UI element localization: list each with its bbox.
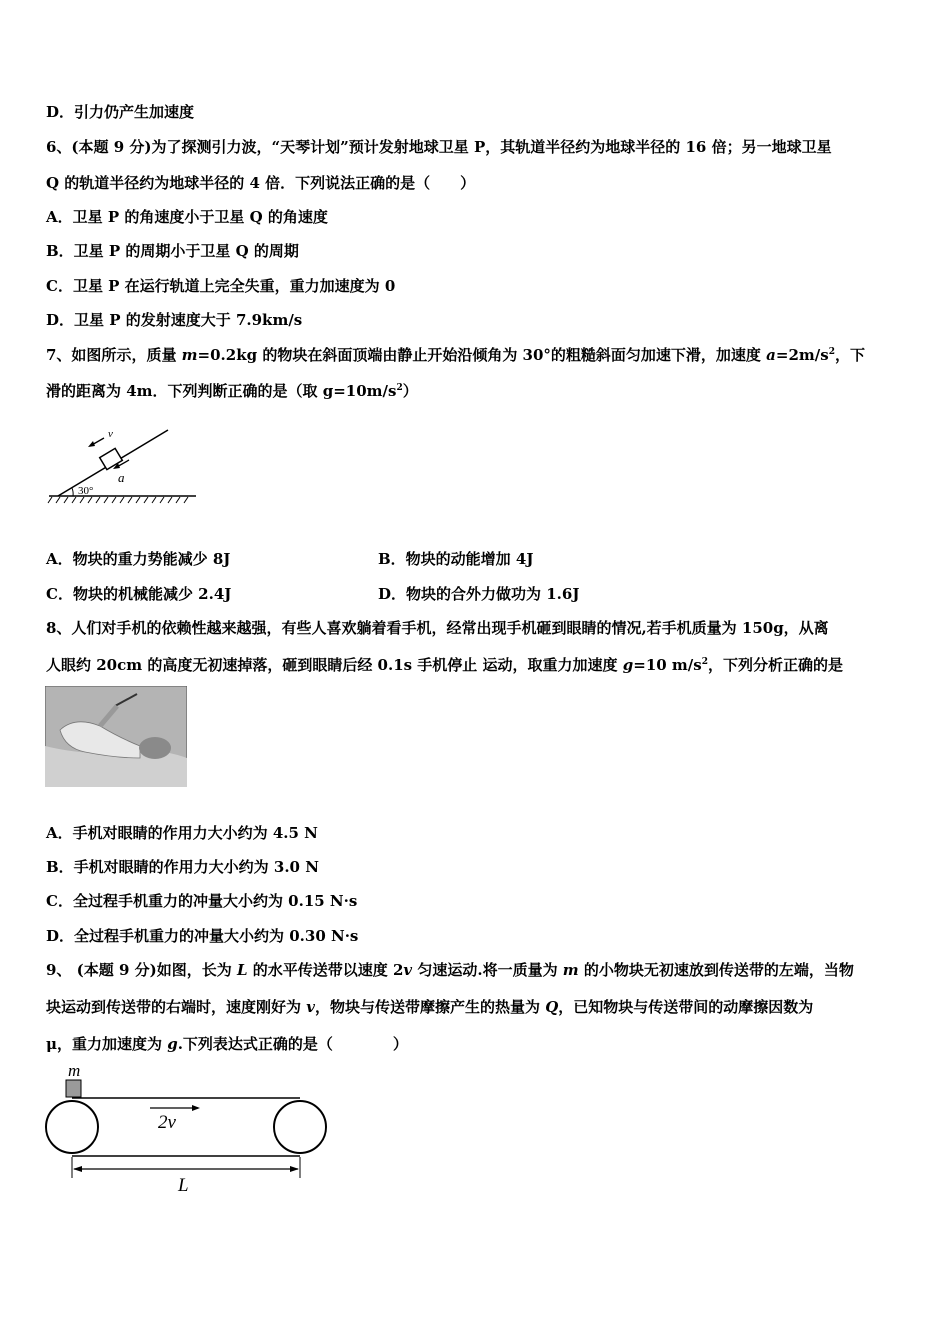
q8-option-b: B．手机对眼睛的作用力大小约为 3.0 N bbox=[46, 858, 319, 876]
q8-stem-line1: 8、人们对手机的依赖性越来越强，有些人喜欢躺着看手机，经常出现手机砸到眼睛的情况,若手机质量为 150g，从离 bbox=[46, 619, 829, 637]
right-pulley bbox=[274, 1101, 326, 1153]
length-arrow-right bbox=[290, 1166, 299, 1172]
angle-label: 30° bbox=[78, 485, 94, 497]
q8-option-d: D．全过程手机重力的冲量大小约为 0.30 N·s bbox=[46, 927, 359, 945]
q6-stem-line2: Q 的轨道半径约为地球半径的 4 倍．下列说法正确的是（ ） bbox=[46, 174, 476, 192]
mass-label: m bbox=[68, 1061, 81, 1080]
acceleration-label: a bbox=[118, 470, 125, 485]
q9-stem-line1: 9、 (本题 9 分)如图，长为 L 的水平传送带以速度 2v 匀速运动.将一质量为 m 的小物块无初速放到传送带的左端，当物 bbox=[46, 961, 854, 979]
q8-stem-line2: 人眼约 20cm 的高度无初速掉落，砸到眼睛后经 0.1s 手机停止 运动，取重力加速度 g=10 $m/s^2$，下列分析正确的是 bbox=[46, 656, 844, 674]
q6-option-c: C．卫星 P 在运行轨道上完全失重，重力加速度为 0 bbox=[46, 277, 396, 295]
head-shape bbox=[139, 737, 171, 759]
q7-option-d: D．物块的合外力做功为 1.6J bbox=[378, 585, 580, 603]
q9-stem-line3: μ，重力加速度为 g.下列表达式正确的是（ ） bbox=[46, 1035, 408, 1053]
q7-option-c: C．物块的机械能减少 2.4J bbox=[46, 585, 232, 603]
q7-stem-line1: 7、如图所示，质量 m=0.2kg 的物块在斜面顶端由静止开始沿倾角为 30°的粗糙斜面匀加速下滑，加速度 $a=2m/s^2$，下 bbox=[46, 346, 865, 364]
speed-arrowhead bbox=[192, 1105, 200, 1111]
length-label: L bbox=[178, 1175, 189, 1196]
velocity-label: v bbox=[108, 428, 113, 440]
length-arrow-left bbox=[73, 1166, 82, 1172]
q7-option-a: A．物块的重力势能减少 8J bbox=[46, 550, 231, 568]
q9-stem-line2: 块运动到传送带的右端时，速度刚好为 v，物块与传送带摩擦产生的热量为 Q，已知物块与传送带间的动摩擦因数为 bbox=[46, 998, 814, 1016]
q5-option-d: D．引力仍产生加速度 bbox=[46, 103, 195, 121]
velocity-arrowhead bbox=[88, 441, 95, 447]
q8-option-a: A．手机对眼睛的作用力大小约为 4.5 N bbox=[46, 824, 318, 842]
phone-photo bbox=[45, 686, 187, 787]
q6-stem-line1: 6、(本题 9 分)为了探测引力波，“天琴计划”预计发射地球卫星 P，其轨道半径约为地球半径的 16 倍；另一地球卫星 bbox=[46, 138, 832, 156]
q7-option-b: B．物块的动能增加 4J bbox=[378, 550, 534, 568]
left-pulley bbox=[46, 1101, 98, 1153]
incline-figure bbox=[46, 420, 201, 515]
conveyor-figure bbox=[40, 1060, 335, 1200]
q8-option-c: C．全过程手机重力的冲量大小约为 0.15 N·s bbox=[46, 892, 358, 910]
q7-stem-line2: 滑的距离为 4m．下列判断正确的是（取 $g=10m/s^2$） bbox=[46, 382, 418, 400]
q6-option-d: D．卫星 P 的发射速度大于 7.9km/s bbox=[46, 311, 303, 329]
q6-option-a: A．卫星 P 的角速度小于卫星 Q 的角速度 bbox=[46, 208, 328, 226]
speed-label: 2v bbox=[158, 1112, 176, 1133]
block-m bbox=[66, 1080, 81, 1097]
q6-option-b: B．卫星 P 的周期小于卫星 Q 的周期 bbox=[46, 242, 299, 260]
ground-hatching bbox=[48, 497, 188, 503]
angle-arc bbox=[72, 488, 73, 496]
